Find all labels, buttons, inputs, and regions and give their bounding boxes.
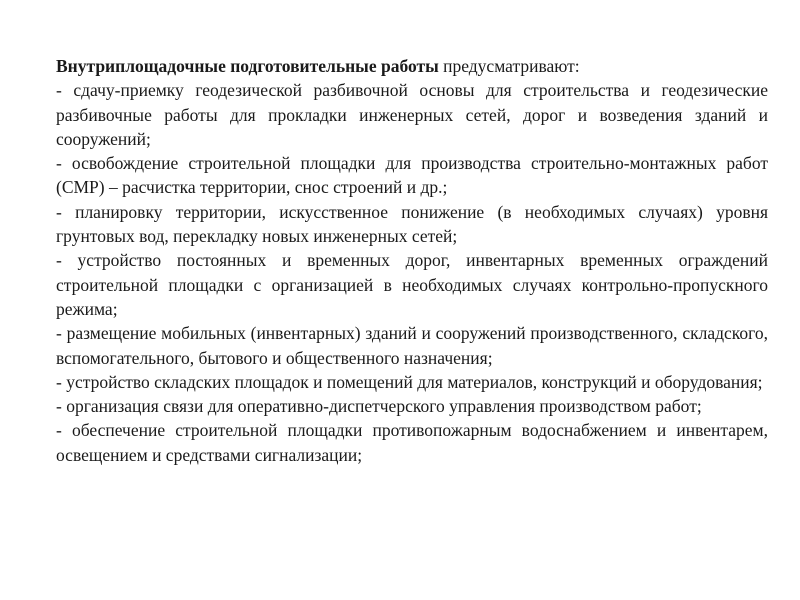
list-item: - устройство складских площадок и помещений для материалов, конструкций и оборудования;	[56, 371, 763, 392]
heading-bold-text: Внутриплощадочные подготовительные работы	[56, 56, 439, 76]
list-item: - освобождение строительной площадки для производства строительно-монтажных работ (СМР) – расчистка территории, снос строений и др.;	[56, 153, 768, 198]
list-item: - размещение мобильных (инвентарных) зданий и сооружений производственного, складского, вспомогательного, бытового и общественного назначения;	[56, 323, 768, 368]
list-item: - планировку территории, искусственное понижение (в необходимых случаях) уровня грунтовых вод, перекладку новых инженерных сетей;	[56, 201, 768, 247]
list-item: - организация связи для оперативно-диспетчерского управления производством работ;	[56, 396, 702, 417]
document-body	[56, 54, 768, 467]
heading-rest-text: предусматривают:	[438, 56, 580, 76]
list-item: - обеспечение строительной площадки противопожарным водоснабжением и инвентарем, освещением и средствами сигнализации;	[56, 420, 768, 465]
document-heading	[56, 54, 768, 78]
list-item: - устройство постоянных и временных дорог, инвентарных временных ограждений строительной площадки с организацией в необходимых случаях контрольно-пропускного режима;	[56, 250, 768, 319]
list-item: - сдачу-приемку геодезической разбивочной основы для строительства и геодезические разбивочные работы для прокладки инженерных сетей, дорог и возведения зданий и сооружений;	[56, 80, 768, 149]
